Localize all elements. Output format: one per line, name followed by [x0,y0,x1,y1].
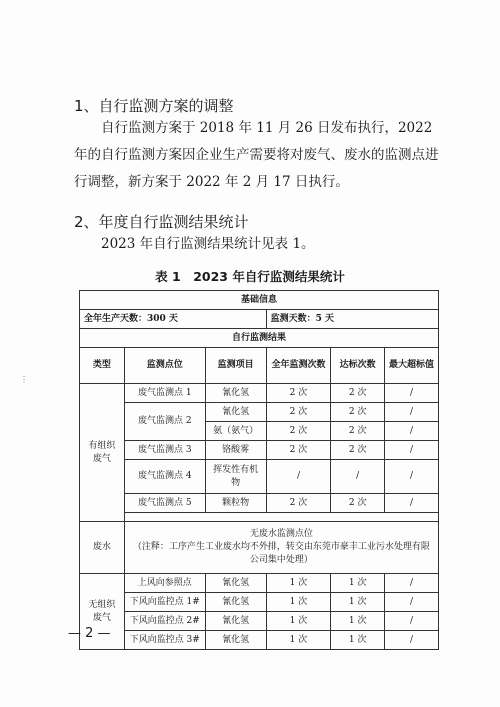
wastewater-annotation: （注释：工序产生工业废水均不外排，转交由东莞市豪丰工业污水处理有限公司集中处理） [132,542,430,565]
passed-cell: 1 次 [331,593,385,612]
max-cell: / [385,460,439,494]
table-row [80,460,439,494]
max-cell: / [385,441,439,460]
item-cell: 氰化氢 [205,403,266,422]
table-row [80,574,439,593]
table-row [80,593,439,612]
table-row [80,403,439,422]
item-cell: 颗粒物 [205,494,266,513]
passed-cell: 2 次 [331,403,385,422]
point-cell: 废气监测点 3 [124,441,205,460]
section-1-paragraph: 自行监测方案于 2018 年 11 月 26 日发布执行，2022 年的自行监测方案因企业生产需要将对废气、废水的监测点进行调整，新方案于 2022 年 2 月 17 日执行。 [74,120,439,190]
point-cell: 下风向监控点 3# [124,631,205,650]
count-cell: 2 次 [266,422,331,441]
max-cell: / [385,403,439,422]
count-cell: / [266,460,331,494]
item-cell: 氰化氢 [205,612,266,631]
col-header-max: 最大超标值 [385,348,439,384]
scan-mark: ⋮ [20,375,28,384]
max-cell: / [385,422,439,441]
basic-info-header: 基础信息 [80,291,439,310]
count-cell: 2 次 [266,441,331,460]
passed-cell: 1 次 [331,631,385,650]
table-row [80,612,439,631]
col-header-item: 监测项目 [205,348,266,384]
point-cell: 废气监测点 4 [124,460,205,494]
count-cell: 1 次 [266,574,331,593]
col-header-count: 全年监测次数 [266,348,331,384]
max-cell: / [385,631,439,650]
passed-cell: 1 次 [331,574,385,593]
table-row [80,522,439,574]
wastewater-line: 无废水监测点位 [249,529,313,539]
passed-cell: 2 次 [331,422,385,441]
table-row [80,631,439,650]
table-row [80,494,439,513]
passed-cell: 2 次 [331,384,385,403]
table-row [80,441,439,460]
section-2-heading: 2、年度自行监测结果统计 [74,213,249,231]
count-cell: 2 次 [266,384,331,403]
point-cell: 下风向监控点 1# [124,593,205,612]
type-cell-wastewater: 废水 [80,522,125,574]
point-cell: 废气监测点 5 [124,494,205,513]
item-cell: 氨（氨气） [205,422,266,441]
section-1-heading: 1、自行监测方案的调整 [74,97,234,115]
col-header-point: 监测点位 [124,348,205,384]
count-cell: 2 次 [266,403,331,422]
table-spacer-row [80,513,439,522]
item-cell: 氰化氢 [205,384,266,403]
col-header-type: 类型 [80,348,125,384]
max-cell: / [385,612,439,631]
max-cell: / [385,593,439,612]
count-cell: 1 次 [266,612,331,631]
monitoring-results-table [79,290,439,650]
item-cell: 氰化氢 [205,593,266,612]
point-cell: 废气监测点 1 [124,384,205,403]
monitoring-days: 监测天数：5 天 [266,310,438,329]
passed-cell: 2 次 [331,494,385,513]
type-cell-unorganized: 无组织废气 [80,574,125,650]
count-cell: 1 次 [266,631,331,650]
production-days: 全年生产天数：300 天 [80,310,267,329]
max-cell: / [385,574,439,593]
table-caption: 表 1 2023 年自行监测结果统计 [155,269,345,284]
max-cell: / [385,494,439,513]
col-header-passed: 达标次数 [331,348,385,384]
point-cell: 上风向参照点 [124,574,205,593]
table-row [80,384,439,403]
point-cell: 废气监测点 2 [124,403,205,441]
count-cell: 1 次 [266,593,331,612]
type-cell-organized: 有组织废气 [80,384,125,522]
passed-cell: 2 次 [331,441,385,460]
passed-cell: 1 次 [331,612,385,631]
page-number: — 2 — [68,626,111,641]
max-cell: / [385,384,439,403]
item-cell: 氰化氢 [205,631,266,650]
item-cell: 氰化氢 [205,574,266,593]
section-2-paragraph: 2023 年自行监测结果统计见表 1。 [101,236,315,252]
point-cell: 下风向监控点 2# [124,612,205,631]
count-cell: 2 次 [266,494,331,513]
item-cell: 挥发性有机物 [205,460,266,494]
results-header: 自行监测结果 [80,329,439,348]
item-cell: 铬酸雾 [205,441,266,460]
passed-cell: / [331,460,385,494]
wastewater-note [124,522,438,574]
